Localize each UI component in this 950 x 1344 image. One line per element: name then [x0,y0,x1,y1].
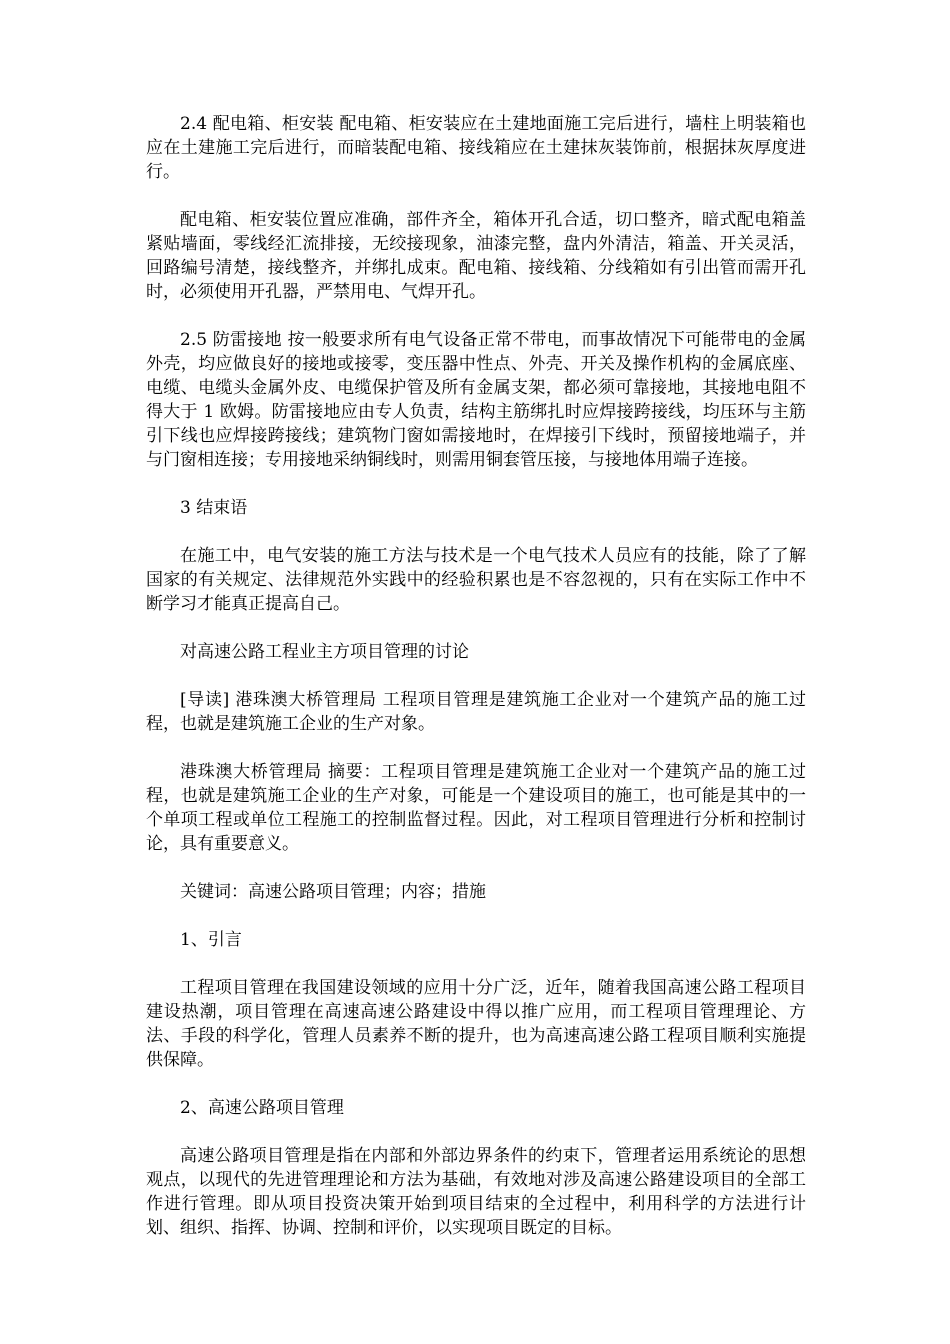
document-page [146,112,806,1264]
heading-project-management: 2、高速公路项目管理 [180,1098,344,1118]
paragraph-lead: [导读] 港珠澳大桥管理局 工程项目管理是建筑施工企业对一个建筑产品的施工过程，也就是建筑施工企业的生产对象。 [146,690,806,734]
heading-conclusion: 3 结束语 [180,498,248,518]
paragraph-box-installation-requirements: 配电箱、柜安装位置应准确，部件齐全，箱体开孔合适，切口整齐，暗式配电箱盖紧贴墙面，零线经汇流排接，无绞接现象，油漆完整，盘内外清洁，箱盖、开关灵活，回路编号清楚，接线整齐，并绑扎成束。配电箱、接线箱、分线箱如有引出管而需开孔时，必须使用开孔器，严禁用电、气焊开孔。 [146,210,806,302]
paragraph-2-4-distribution-box: 2.4 配电箱、柜安装 配电箱、柜安装应在土建地面施工完后进行，墙柱上明装箱也应在土建施工完后进行，而暗装配电箱、接线箱应在土建抹灰装饰前，根据抹灰厚度进行。 [146,114,806,182]
article-title: 对高速公路工程业主方项目管理的讨论 [180,642,469,662]
paragraph-2-5-lightning-grounding: 2.5 防雷接地 按一般要求所有电气设备正常不带电，而事故情况下可能带电的金属外壳，均应做良好的接地或接零，变压器中性点、外壳、开关及操作机构的金属底座、电缆、电缆头金属外皮、电缆保护管及所有金属支架，都必须可靠接地，其接地电阻不得大于 1 欧姆。防雷接地应由专人负责，结构主筋绑扎时应焊接跨接线，均压环与主筋引下线也应焊接跨接线；建筑物门窗如需接地时，在焊接引下线时，预留接地端子，并与门窗相连接；专用接地采纳铜线时，则需用铜套管压接，与接地体用端子连接。 [146,330,806,470]
paragraph-abstract: 港珠澳大桥管理局 摘要：工程项目管理是建筑施工企业对一个建筑产品的施工过程，也就是建筑施工企业的生产对象，可能是一个建设项目的施工，也可能是其中的一个单项工程或单位工程施工的控制监督过程。因此，对工程项目管理进行分析和控制讨论，具有重要意义。 [146,762,806,854]
paragraph-introduction: 工程项目管理在我国建设领域的应用十分广泛，近年，随着我国高速公路工程项目建设热潮，项目管理在高速高速公路建设中得以推广应用，而工程项目管理理论、方法、手段的科学化，管理人员素养不断的提升，也为高速高速公路工程项目顺利实施提供保障。 [146,978,806,1070]
paragraph-conclusion: 在施工中，电气安装的施工方法与技术是一个电气技术人员应有的技能，除了了解国家的有关规定、法律规范外实践中的经验积累也是不容忽视的，只有在实际工作中不断学习才能真正提高自己。 [146,546,806,614]
heading-introduction: 1、引言 [180,930,242,950]
paragraph-project-management: 高速公路项目管理是指在内部和外部边界条件的约束下，管理者运用系统论的思想观点，以现代的先进管理理论和方法为基础，有效地对涉及高速公路建设项目的全部工作进行管理。即从项目投资决策开始到项目结束的全过程中，利用科学的方法进行计划、组织、指挥、协调、控制和评价，以实现项目既定的目标。 [146,1146,806,1238]
keywords: 关键词：高速公路项目管理；内容；措施 [180,882,486,902]
